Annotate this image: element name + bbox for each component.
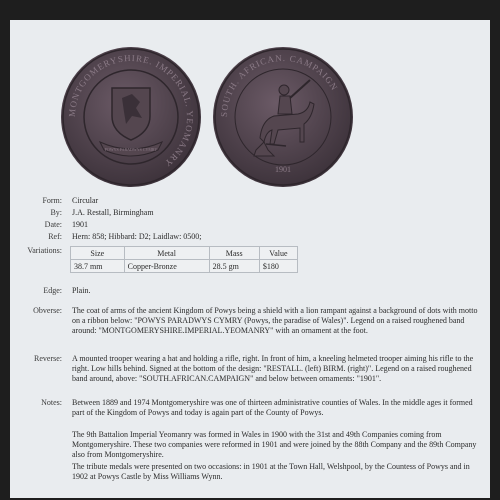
- header-mass: Mass: [209, 247, 259, 260]
- date-value: 1901: [72, 220, 88, 229]
- obverse-coin-icon: [60, 46, 202, 188]
- medal-images: [60, 46, 360, 188]
- header-size: Size: [71, 247, 125, 260]
- form-value: Circular: [72, 196, 99, 205]
- by-value: J.A. Restall, Birmingham: [72, 208, 154, 217]
- obverse-coin-image: [60, 46, 202, 188]
- notes-paragraph-1: Between 1889 and 1974 Montgomeryshire was one of thirteen administrative counties of Wales. In the middle ages it formed part of the Kingdom of Powys and today is again part of the County of Powys.: [72, 398, 473, 417]
- form-label: Form:: [42, 196, 62, 205]
- reverse-label: Reverse:: [34, 354, 62, 363]
- cell-mass: 28.5 gm: [209, 260, 259, 273]
- reverse-description: A mounted trooper wearing a hat and holding a rifle, right. In front of him, a kneeling helmeted trooper aiming his rifle to the right. Low hills behind. Signed at the bottom of the design: "RESTALL. (left) BIRM. (right)". Legend on a raised roughened band around, above: "SOUTH.AFRICAN.CAMPAIGN" and below between ornaments: "1901".: [72, 354, 474, 383]
- cell-metal: Copper-Bronze: [124, 260, 209, 273]
- svg-text:POWYS PARADWYS CYMRY: POWYS PARADWYS CYMRY: [104, 147, 158, 152]
- table-row: [71, 260, 298, 273]
- variations-table: [70, 246, 298, 273]
- variations-label: Variations:: [27, 246, 62, 255]
- reverse-coin-icon: [212, 46, 354, 188]
- header-metal: Metal: [124, 247, 209, 260]
- header-value: Value: [259, 247, 297, 260]
- edge-value: Plain.: [72, 286, 91, 295]
- cell-size: 38.7 mm: [71, 260, 125, 273]
- by-label: By:: [50, 208, 62, 217]
- reverse-coin-image: [212, 46, 354, 188]
- obverse-label: Obverse:: [33, 306, 62, 315]
- notes-label: Notes:: [41, 398, 62, 407]
- obverse-description: The coat of arms of the ancient Kingdom of Powys being a shield with a lion rampant against a background of dots with motto on a ribbon below: "POWYS PARADWYS CYMRY (Powys, the paradise of Wales)". Legend on a raised roughened band around: "MONTGOMERYSHIRE.IMPERIAL.YEOMANRY" with an ornament at the foot.: [72, 306, 478, 335]
- notes-paragraph-3: The tribute medals were presented on two occasions: in 1901 at the Town Hall, Welshpool, by the Countess of Powys and in 1902 at Powys Castle by Miss Williams Wynn.: [72, 462, 470, 481]
- catalogue-page: [10, 20, 490, 498]
- edge-label: Edge:: [43, 286, 62, 295]
- variations-header-row: [71, 247, 298, 260]
- svg-text:1901: 1901: [275, 165, 291, 174]
- ref-label: Ref:: [48, 232, 62, 241]
- ref-value: Hern: 858; Hibbard: D2; Laidlaw: 0500;: [72, 232, 202, 241]
- svg-text:SOUTH. AFRICAN. CAMPAIGN: SOUTH. AFRICAN. CAMPAIGN: [218, 52, 340, 118]
- date-label: Date:: [44, 220, 62, 229]
- svg-text:MONTGOMERYSHIRE. IMPERIAL. YEO: MONTGOMERYSHIRE. IMPERIAL. YEOMANRY: [66, 52, 196, 169]
- cell-value: $180: [259, 260, 297, 273]
- notes-paragraph-2: The 9th Battalion Imperial Yeomanry was formed in Wales in 1900 with the 31st and 49th Companies coming from Montgomeryshire. These two companies were reformed in 1901 and were joined by the 88th Company and the 89th Company also from Montgomeryshire.: [72, 430, 477, 459]
